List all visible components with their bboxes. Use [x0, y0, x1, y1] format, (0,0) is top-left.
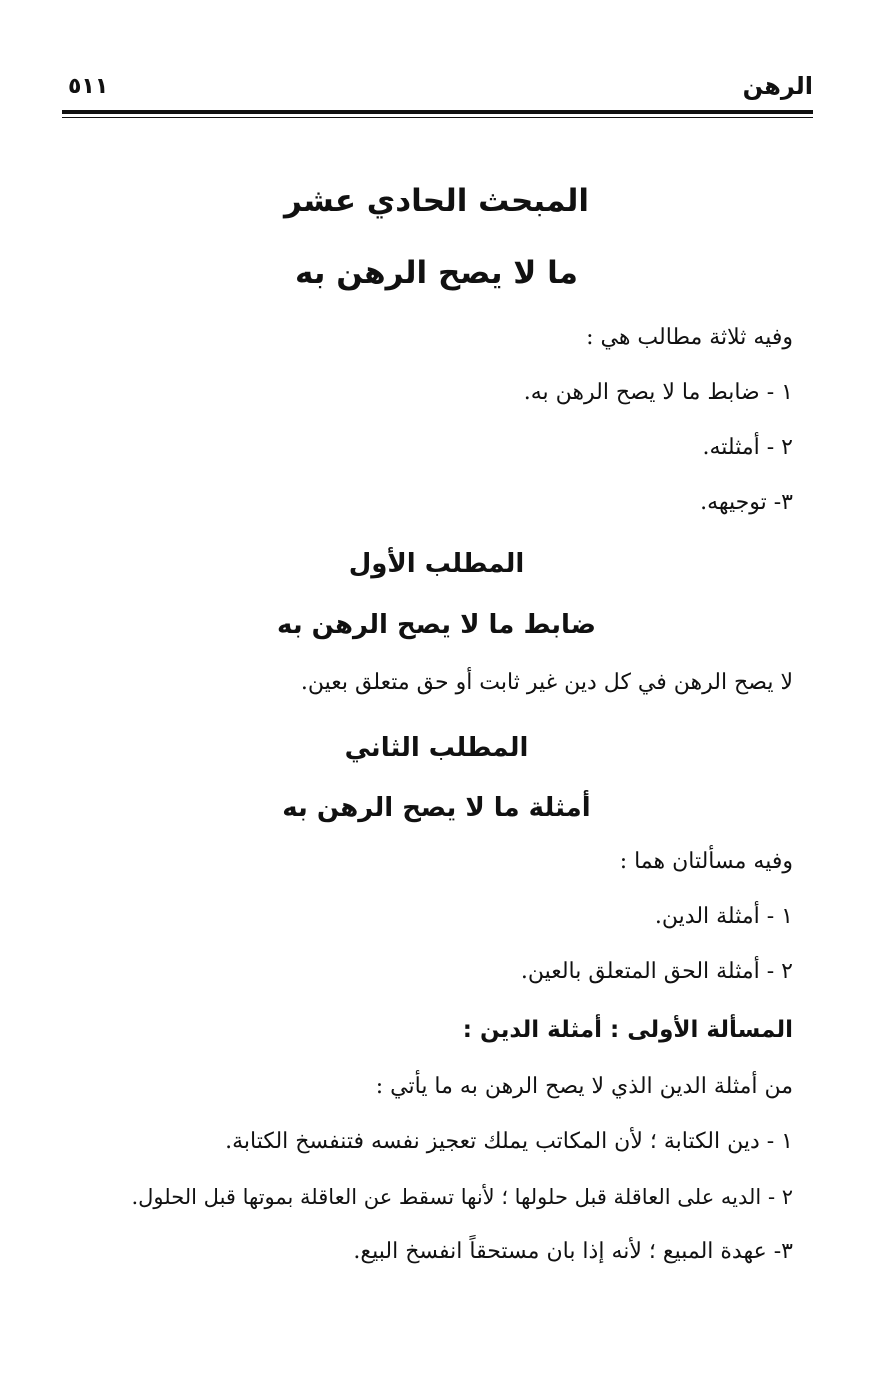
question-heading: المسألة الأولى : أمثلة الدين :	[462, 1017, 793, 1043]
header-rule-thick	[62, 110, 813, 114]
section-item-1: ١ - ضابط ما لا يصح الرهن به.	[523, 380, 793, 405]
page-number: ٥١١	[68, 74, 109, 99]
second-part-item-1: ١ - أمثلة الدين.	[654, 904, 793, 929]
page-header	[62, 70, 813, 120]
second-part-subtitle: أمثلة ما لا يصح الرهن به	[282, 793, 591, 823]
second-part-intro: وفيه مسألتان هما :	[619, 849, 793, 874]
second-part-item-2: ٢ - أمثلة الحق المتعلق بالعين.	[520, 959, 793, 984]
question-item-2: ٢ - الديه على العاقلة قبل حلولها ؛ لأنها تسقط عن العاقلة بموتها قبل الحلول.	[131, 1185, 793, 1209]
running-title: الرهن	[742, 72, 813, 100]
question-item-1: ١ - دين الكتابة ؛ لأن المكاتب يملك تعجيز نفسه فتنفسخ الكتابة.	[225, 1129, 793, 1154]
question-intro: من أمثلة الدين الذي لا يصح الرهن به ما يأتي :	[375, 1074, 793, 1099]
first-part-title: المطلب الأول	[348, 549, 525, 579]
second-part-title: المطلب الثاني	[344, 733, 529, 763]
section-intro: وفيه ثلاثة مطالب هي :	[586, 325, 793, 350]
section-title: المبحث الحادي عشر	[283, 183, 590, 219]
section-item-3: ٣- توجيهه.	[700, 490, 793, 515]
question-item-3: ٣- عهدة المبيع ؛ لأنه إذا بان مستحقاً انفسخ البيع.	[353, 1239, 793, 1264]
section-subtitle: ما لا يصح الرهن به	[295, 255, 578, 291]
header-rule-thin	[62, 117, 813, 118]
first-part-subtitle: ضابط ما لا يصح الرهن به	[277, 610, 596, 640]
section-item-2: ٢ - أمثلته.	[702, 435, 793, 460]
first-part-text: لا يصح الرهن في كل دين غير ثابت أو حق متعلق بعين.	[300, 670, 793, 695]
